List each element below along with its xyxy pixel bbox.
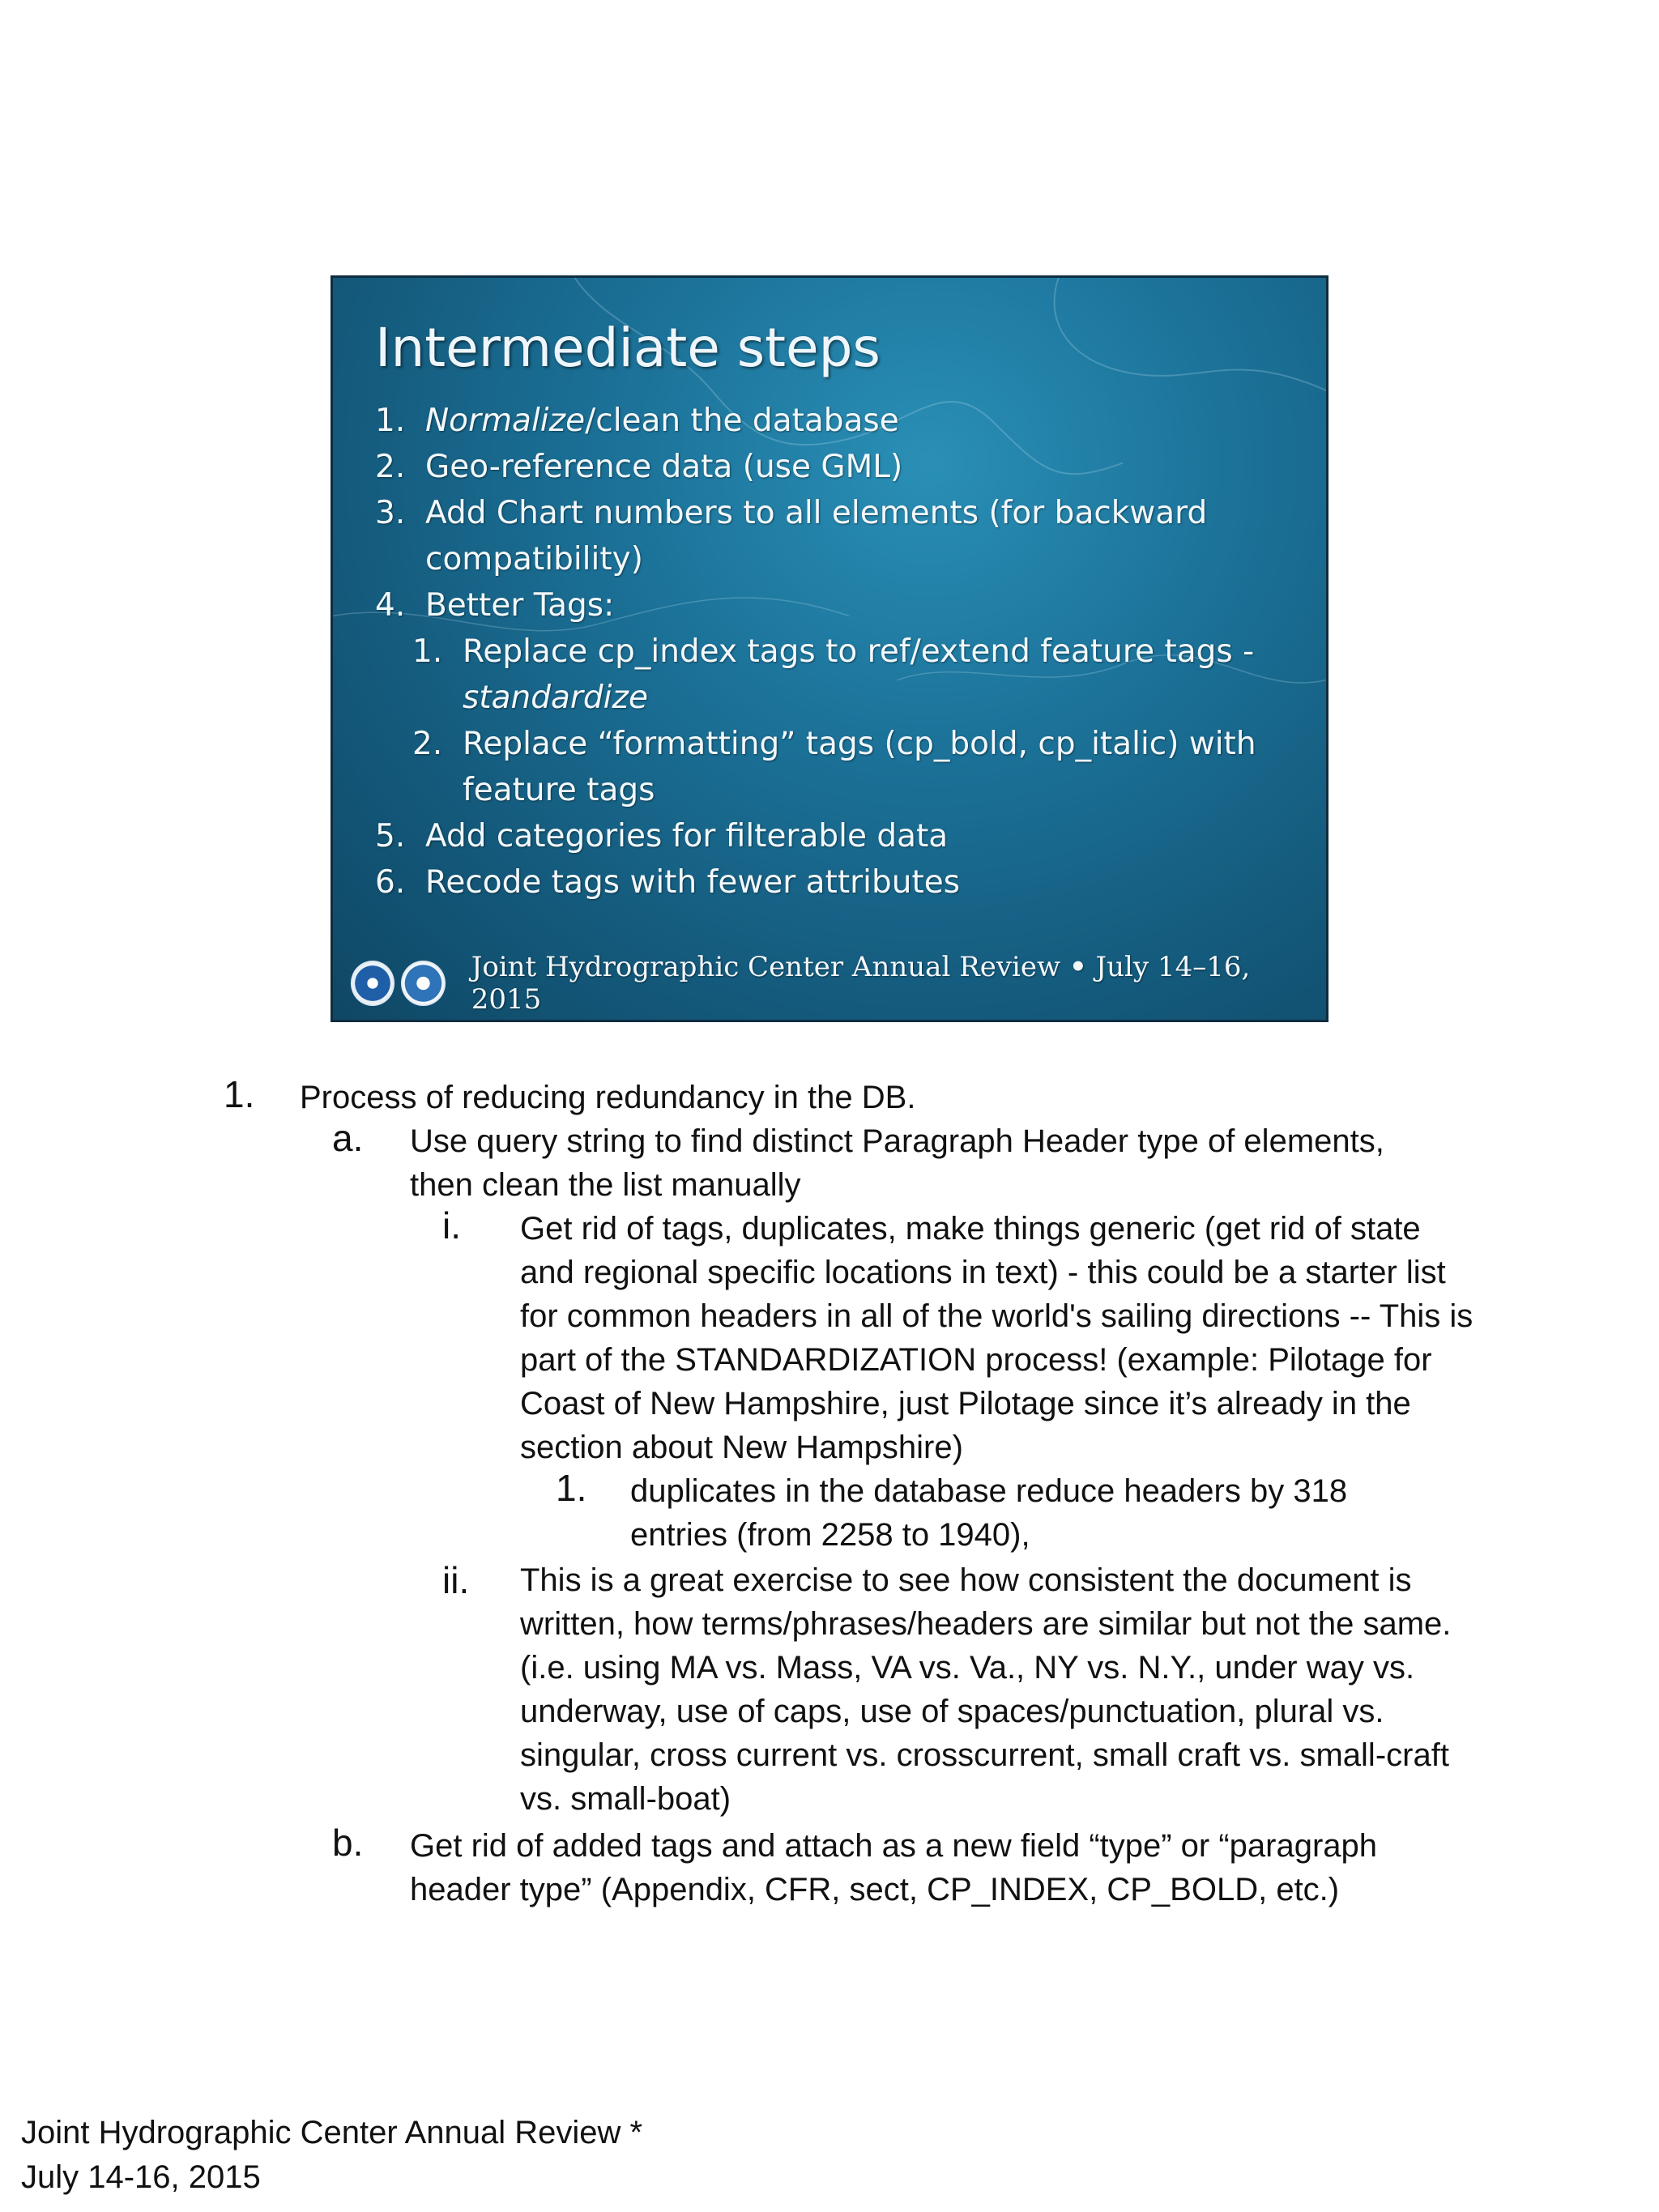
step-number: 2. bbox=[412, 726, 443, 762]
list-marker: i. bbox=[442, 1204, 461, 1247]
note-item: Get rid of tags, duplicates, make things generic (get rid of state and regional specific locations in text) - this could be a starter list for common headers in all of the world's sailing directions -- This is part of the STANDARDIZATION process! (example: Pilotage for Coast of New Hampshire, just Pilotage since it’s already in the section about New Hampshire) bbox=[520, 1211, 1473, 1465]
step-text: Replace “formatting” tags (cp_bold, cp_italic) with feature tags bbox=[463, 726, 1256, 808]
page-footer-line: July 14-16, 2015 bbox=[21, 2159, 261, 2195]
slide-substep-item bbox=[412, 629, 1294, 721]
slide-steps-list bbox=[375, 398, 1294, 906]
slide-step-item bbox=[375, 398, 1294, 444]
footer-bullet: • bbox=[1068, 951, 1087, 983]
slide-title: Intermediate steps bbox=[375, 317, 881, 379]
step-number: 1. bbox=[412, 633, 443, 670]
list-marker: ii. bbox=[442, 1559, 470, 1601]
step-number: 1. bbox=[375, 403, 406, 439]
step-text: Add Chart numbers to all elements (for backward compatibility) bbox=[425, 495, 1208, 578]
step-text: Add categories for filterable data bbox=[425, 818, 949, 855]
slide-footer bbox=[351, 951, 1302, 1016]
slide-footer-text bbox=[471, 951, 1302, 1016]
step-number: 2. bbox=[375, 449, 406, 485]
note-item: This is a great exercise to see how consistent the document is written, how terms/phrases/headers are similar but not the same.(i.e. using MA vs. Mass, VA vs. Va., NY vs. N.Y., under way vs. underway, use of caps, use of spaces/punctuation, plural vs. singular, cross current vs. crosscurrent, small craft vs. small-craft vs. small-boat) bbox=[520, 1562, 1452, 1817]
step-text: Geo-reference data (use GML) bbox=[425, 449, 903, 485]
slide-step-item bbox=[375, 813, 1294, 859]
slide-image bbox=[331, 275, 1328, 1022]
note-item: Use query string to find distinct Paragraph Header type of elements, then clean the list manually bbox=[410, 1123, 1384, 1203]
slide-step-item bbox=[375, 490, 1294, 582]
note-item: Get rid of added tags and attach as a new field “type” or “paragraph header type” (Appendix, CFR, sect, CP_INDEX, CP_BOLD, etc.) bbox=[410, 1828, 1378, 1907]
step-emphasis: Normalize bbox=[425, 403, 586, 439]
slide-substep-item bbox=[412, 721, 1294, 813]
slide-step-item bbox=[375, 444, 1294, 490]
list-marker: a. bbox=[332, 1117, 364, 1159]
step-text: Better Tags: bbox=[425, 587, 615, 624]
step-text: /clean the database bbox=[585, 403, 899, 439]
step-number: 3. bbox=[375, 495, 406, 531]
list-marker: 1. bbox=[224, 1073, 255, 1115]
noaa-logo-icon bbox=[351, 961, 394, 1006]
note-item: Process of reducing redundancy in the DB. bbox=[300, 1080, 916, 1115]
footer-event-date: July 14–16, 2015 bbox=[471, 951, 1251, 1016]
step-text: Replace cp_index tags to ref/extend feature tags - bbox=[463, 633, 1255, 670]
step-number: 4. bbox=[375, 587, 406, 624]
slide-step-item bbox=[375, 582, 1294, 629]
note-item: duplicates in the database reduce headers by 318 entries (from 2258 to 1940), bbox=[630, 1473, 1348, 1553]
page-footer bbox=[21, 2111, 750, 2200]
step-emphasis: standardize bbox=[463, 680, 648, 716]
step-number: 5. bbox=[375, 818, 406, 855]
slide-step-item bbox=[375, 859, 1294, 906]
list-marker: 1. bbox=[556, 1467, 587, 1509]
page-footer-line: Joint Hydrographic Center Annual Review * bbox=[21, 2115, 643, 2150]
footer-event-name: Joint Hydrographic Center Annual Review bbox=[471, 951, 1061, 983]
list-marker: b. bbox=[332, 1822, 364, 1864]
step-text: Recode tags with fewer attributes bbox=[425, 864, 961, 901]
unh-seal-icon bbox=[401, 961, 445, 1006]
step-number: 6. bbox=[375, 864, 406, 901]
